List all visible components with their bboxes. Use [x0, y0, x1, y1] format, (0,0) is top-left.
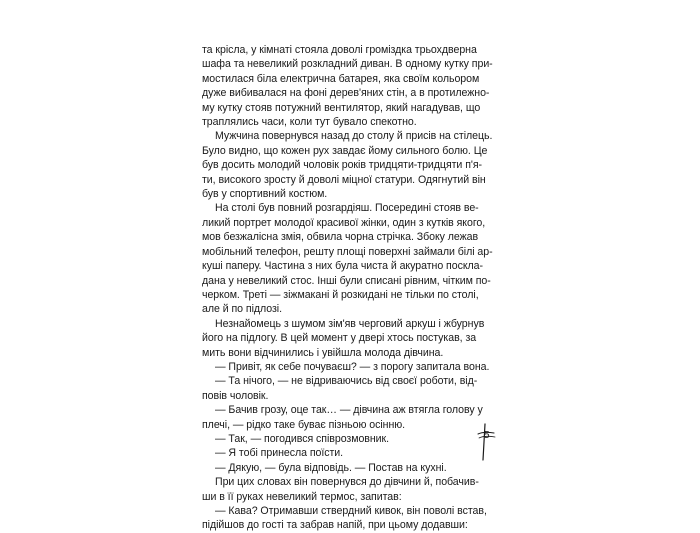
text-line: підійшов до гості та забрав напій, при цьому додавши:: [202, 519, 468, 532]
text-line: му кутку стояв потужний вентилятор, який нагадував, що: [202, 101, 481, 114]
page-number-ornament: [476, 422, 498, 462]
text-line: мов безжалісна змія, обвила чорна стрічка. Збоку лежав: [202, 231, 479, 244]
paragraph: [202, 446, 458, 460]
paragraph: [202, 504, 487, 533]
text-line: мостилася біла електрична батарея, яка своїм кольором: [202, 72, 480, 85]
text-line: плечі, — рідко таке буває пізньою осінню.: [202, 418, 406, 431]
text-line: — Кава? Отримавши ствердний кивок, він поволі встав,: [215, 505, 487, 517]
text-line: шафа та невеликий розкладний диван. В одному кутку при-: [202, 58, 493, 71]
paragraph: [202, 129, 493, 201]
text-line: На столі був повний розгардіяш. Посередині стояв ве-: [215, 202, 479, 215]
paragraph: [202, 461, 458, 475]
paragraph: [202, 360, 490, 374]
text-line: При цих словах він повернувся до дівчини й, побачив-: [215, 476, 479, 489]
text-line: — Привіт, як себе почуваєш? — з порогу запитала вона.: [215, 360, 490, 373]
text-line: траплялись часи, коли тут бувало спекотно.: [202, 116, 417, 129]
text-line: та крісла, у кімнаті стояла доволі громіздка трьохдверна: [202, 44, 477, 56]
body-text: [202, 43, 493, 533]
paragraph: [202, 475, 479, 504]
text-line: Незнайомець з шумом зім'яв черговий аркуш і жбурнув: [215, 317, 485, 330]
paragraph: [202, 432, 458, 446]
text-line: — Бачив грозу, оце так… — дівчина аж втягла голову у: [215, 404, 483, 417]
text-line: ши в її руках невеликий термос, запитав:: [202, 490, 402, 503]
text-line: але й по підлозі.: [202, 303, 282, 316]
paragraph: [202, 403, 483, 432]
text-line: Мужчина повернувся назад до столу й присів на стілець.: [215, 130, 493, 143]
text-line: повів чоловік.: [202, 389, 269, 402]
paragraph: [202, 317, 485, 360]
text-line: був у спортивний костюм.: [202, 188, 328, 201]
text-line: ликий портрет молодої красивої жінки, один з кутків якого,: [202, 216, 486, 229]
text-line: ти, високого зросту й доволі міцної статури. Одягнутий він: [202, 173, 486, 186]
text-line: дана у невеликий стос. Інші були списані рівним, чітким по-: [202, 274, 491, 287]
text-line: Було видно, що кожен рух завдає йому сильного болю. Це: [202, 144, 488, 157]
text-line: черком. Треті — зіжмакані й розкидані не тільки по столі,: [202, 288, 479, 301]
text-line: мобільний телефон, решту площі поверхні займали білі ар-: [202, 245, 493, 258]
paragraph: [202, 374, 478, 403]
ornament-stroke-icon: [476, 422, 498, 462]
page-number: 5: [484, 430, 490, 441]
text-line: мить вони відчинились і увійшла молода дівчина.: [202, 346, 444, 359]
text-line: його на підлогу. В цей момент у двері хтось постукав, за: [202, 332, 477, 345]
text-line: — Та нічого, — не відриваючись від своєї роботи, від-: [215, 375, 478, 388]
paragraph: [202, 43, 493, 129]
paragraph: [202, 201, 493, 316]
text-line: — Дякую, — була відповідь. — Постав на кухні.: [215, 461, 447, 474]
text-line: — Так, — погодився співрозмовник.: [215, 432, 390, 445]
text-line: дуже вибивалася на фоні дерев'яних стін, а в протилежно-: [202, 87, 490, 100]
text-line: був досить молодий чоловік років тридцяти-тридцяти п'я-: [202, 159, 483, 172]
text-line: куші паперу. Частина з них була чиста й акуратно поскла-: [202, 260, 483, 273]
text-line: — Я тобі принесла поїсти.: [215, 447, 344, 460]
